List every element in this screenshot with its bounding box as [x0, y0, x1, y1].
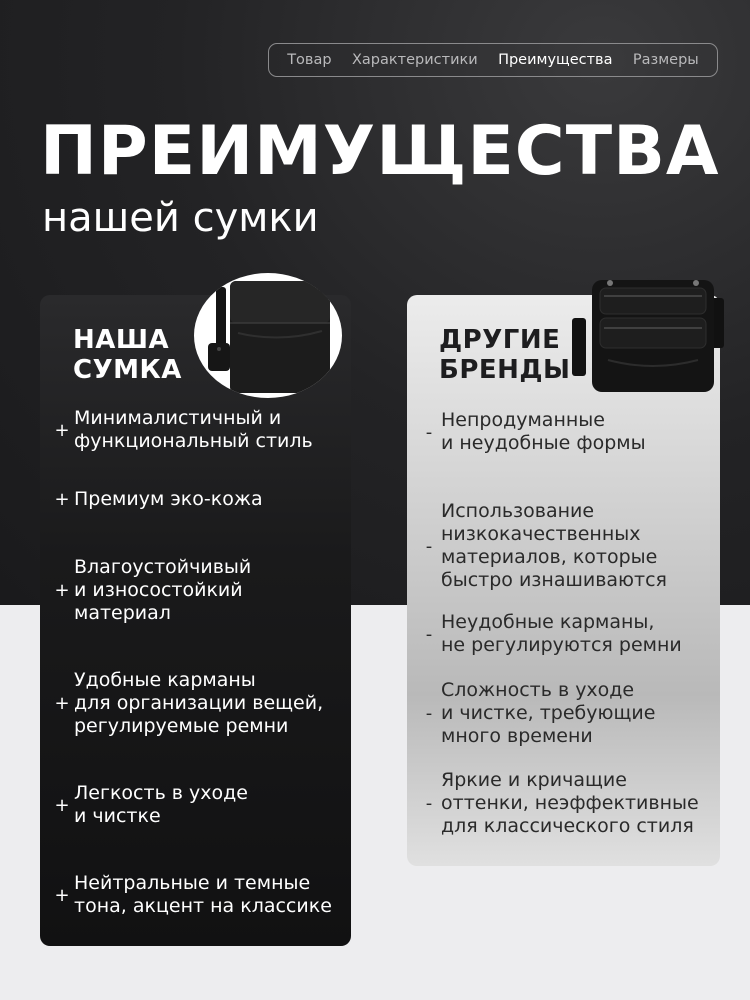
minus-icon: - — [425, 703, 433, 724]
section-nav — [268, 43, 718, 77]
our-bag-title-line2: СУМКА — [73, 355, 182, 385]
drawback-text: Неудобные карманы, не регулируются ремни — [441, 611, 682, 656]
advantage-text: Легкость в уходе и чистке — [74, 782, 248, 827]
other-bag-image — [570, 268, 730, 398]
minus-icon: - — [425, 623, 433, 645]
nav-item-advantages[interactable]: Преимущества — [498, 52, 613, 68]
minus-icon: - — [425, 421, 433, 443]
minus-icon: - — [425, 793, 433, 814]
our-bag-image — [194, 273, 342, 398]
advantage-text: Премиум эко-кожа — [74, 488, 263, 510]
plus-icon: + — [54, 489, 70, 510]
drawback-text: Непродуманные и неудобные формы — [441, 409, 646, 454]
drawback-item — [419, 679, 655, 748]
other-brands-title-line1: ДРУГИЕ — [439, 325, 561, 355]
other-brands-title-line2: БРЕНДЫ — [439, 355, 571, 385]
advantage-item — [52, 407, 313, 453]
plus-icon: + — [54, 419, 70, 441]
advantage-item — [52, 872, 332, 918]
nav-item-specs[interactable]: Характеристики — [351, 52, 478, 68]
advantage-text: Удобные карманы для организации вещей, регулируемые ремни — [74, 669, 324, 737]
advantage-item — [52, 669, 323, 738]
minus-icon: - — [425, 535, 433, 557]
advantage-item — [52, 556, 251, 625]
drawback-item — [419, 409, 646, 455]
drawback-text: Использование низкокачественных материалов, которые быстро изнашиваются — [441, 500, 667, 591]
nav-item-product[interactable]: Товар — [287, 52, 332, 68]
our-bag-title — [73, 325, 182, 385]
plus-icon: + — [54, 884, 70, 906]
advantage-text: Минималистичный и функциональный стиль — [74, 407, 313, 452]
advantage-item — [52, 488, 263, 511]
drawback-item — [419, 500, 667, 592]
other-brands-title — [439, 325, 571, 385]
page-subtitle: нашей сумки — [42, 195, 319, 241]
advantage-text: Влагоустойчивый и износостойкий материал — [74, 556, 252, 624]
plus-icon: + — [54, 580, 70, 601]
page-title: ПРЕИМУЩЕСТВА — [40, 112, 720, 191]
drawback-text: Яркие и кричащие оттенки, неэффективные для классического стиля — [441, 769, 699, 837]
plus-icon: + — [54, 794, 70, 816]
nav-item-sizes[interactable]: Размеры — [632, 52, 699, 68]
advantage-item — [52, 782, 248, 828]
plus-icon: + — [54, 693, 70, 714]
drawback-text: Сложность в уходе и чистке, требующие много времени — [441, 679, 656, 747]
drawback-item — [419, 769, 699, 838]
our-bag-title-line1: НАША — [73, 325, 170, 355]
advantage-text: Нейтральные и темные тона, акцент на классике — [74, 872, 332, 917]
our-bag-card — [40, 295, 351, 946]
drawback-item — [419, 611, 682, 657]
